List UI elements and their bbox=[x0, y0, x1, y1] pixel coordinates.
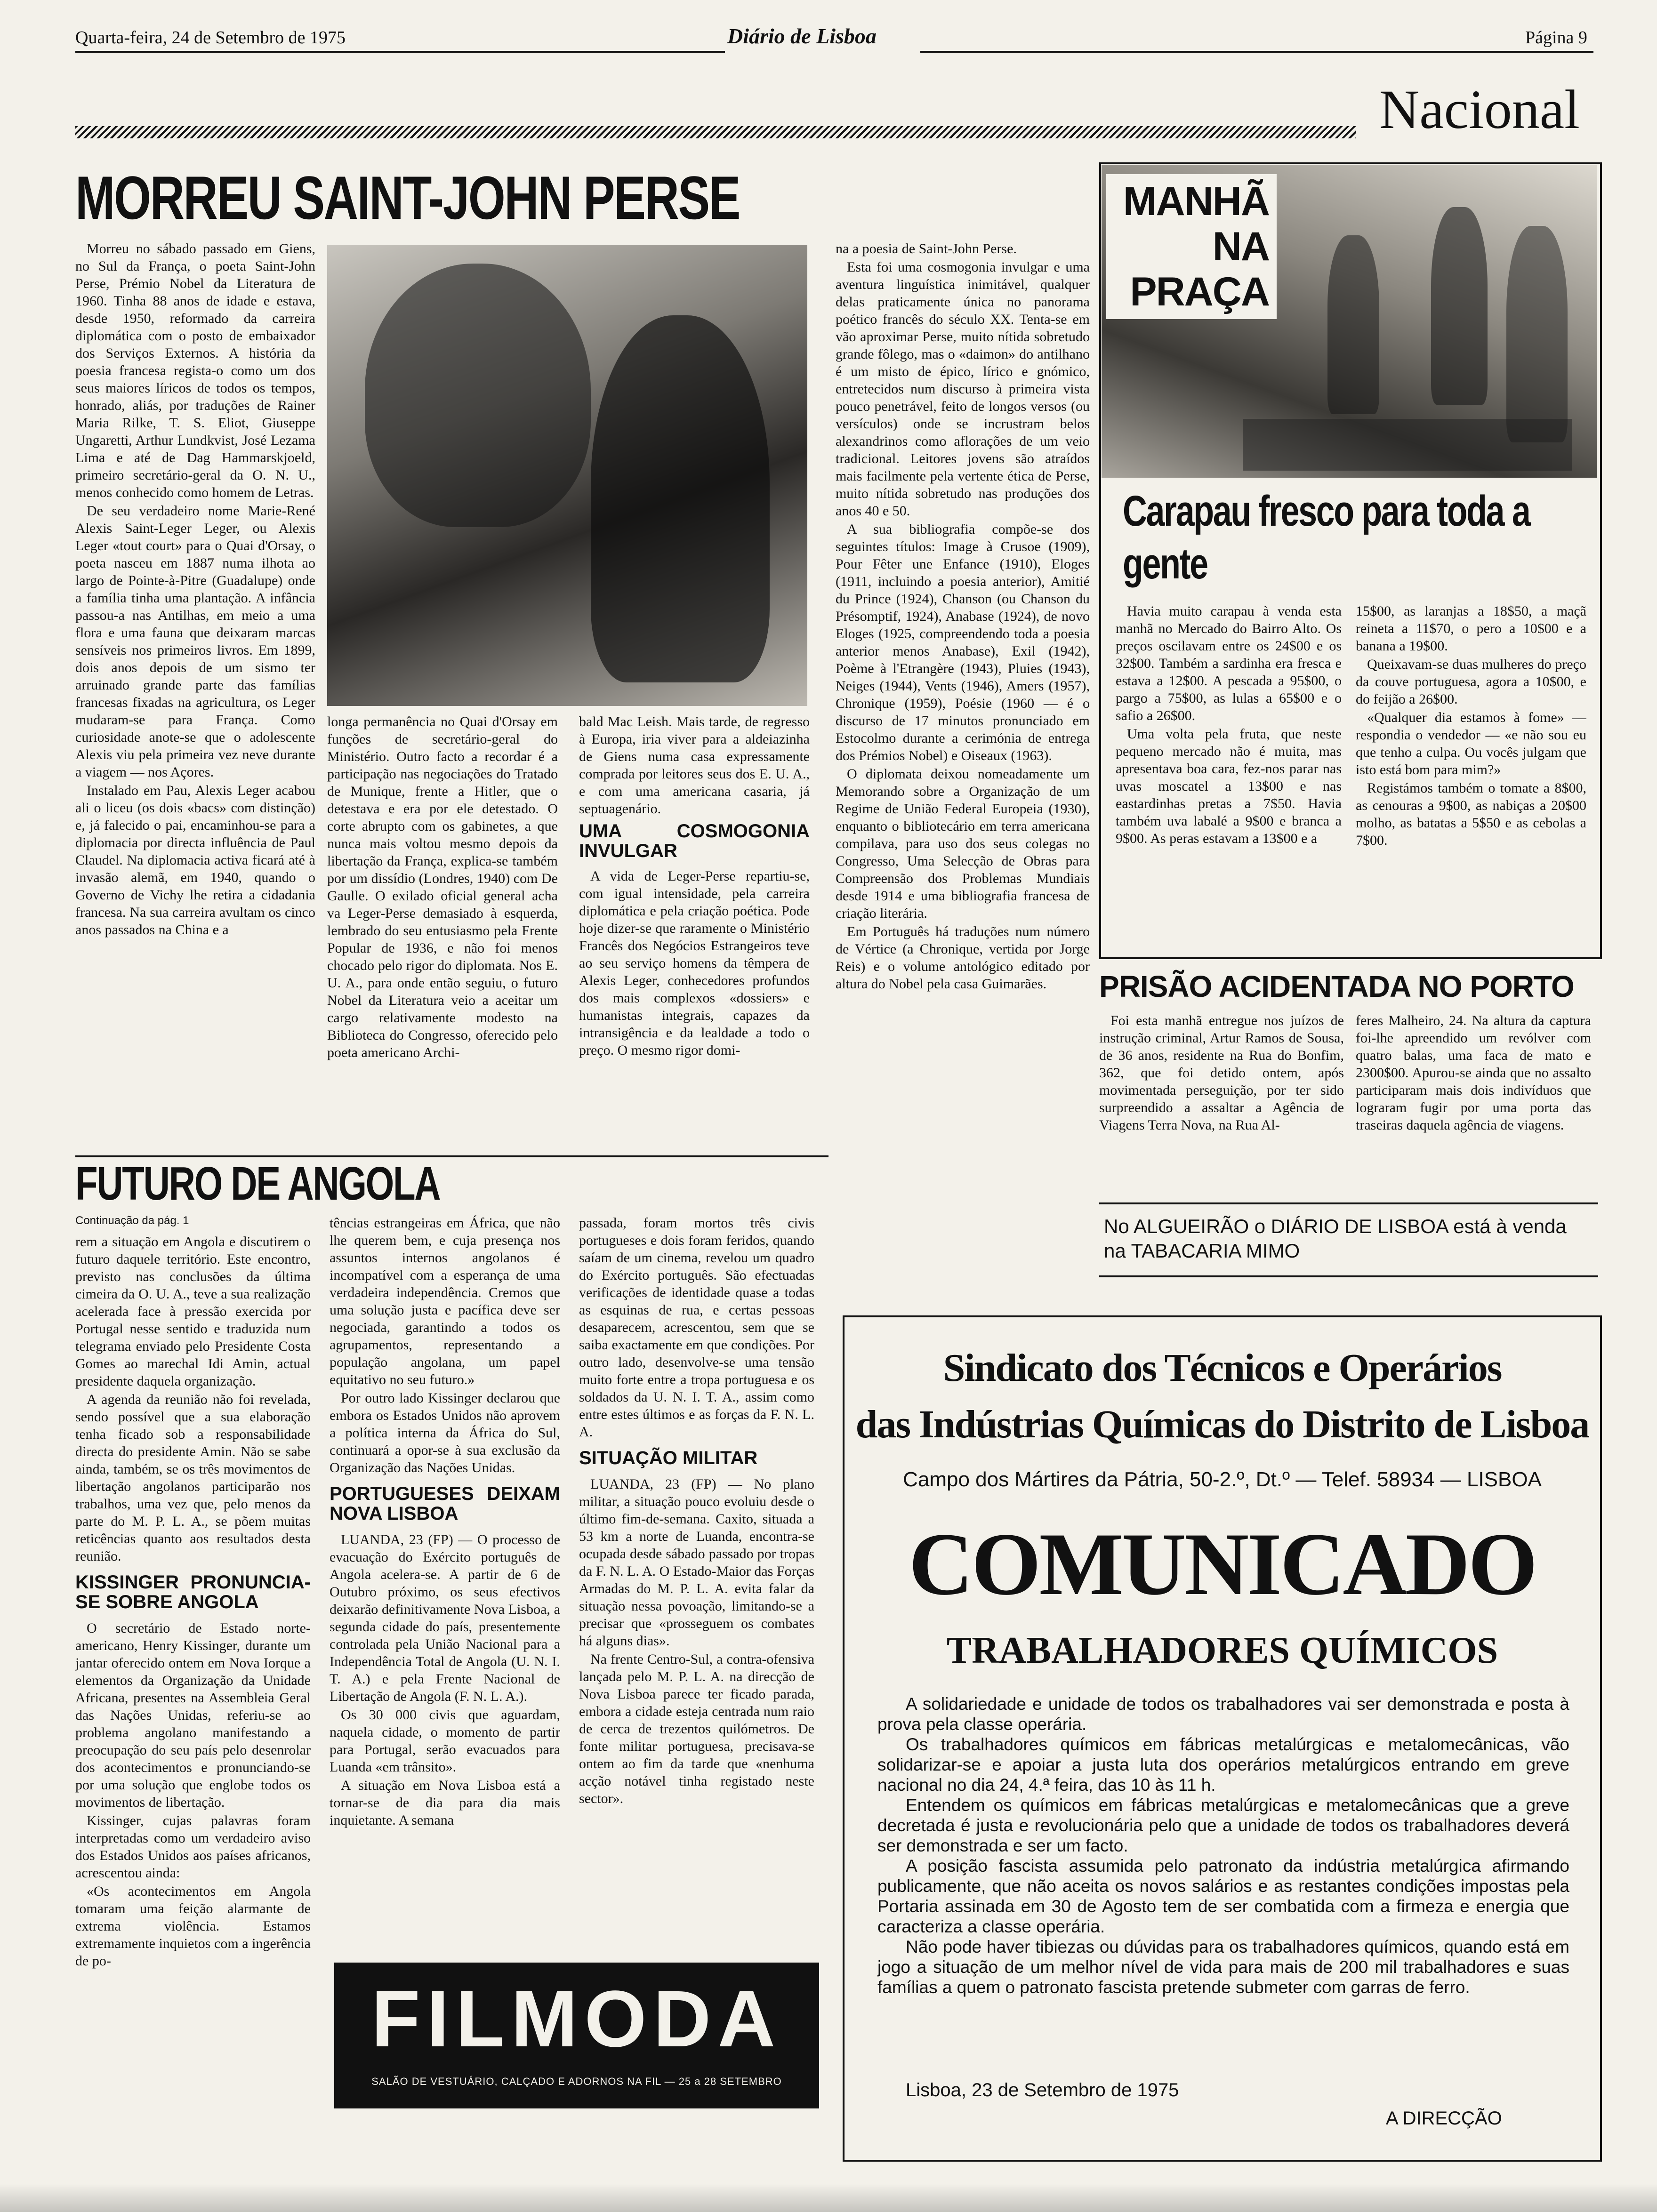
carapau-paragraph: Havia muito carapau à venda esta manhã no Mercado do Bairro Alto. Os preços oscilavam entre os 24$00 e os 32$00. Também a sardinha era fresca e estava a 12$00. A pescada a 95$00, o pargo a 75$00, as lulas a 65$00 e o safio a 26$00. bbox=[1116, 603, 1342, 723]
perse-headline: MORREU SAINT-JOHN PERSE bbox=[75, 163, 740, 232]
perse-paragraph: A sua bibliografia compõe-se dos seguintes títulos: Image à Crusoe (1909), Pour Fêter une Enfance (1910), Eloges (1911, incluindo a poesia anterior), Amitié du Prince (1924), Chanson (ou Chanson du Présomptif, 1924), Anabase (1924), de novo Eloges (1925, compreendendo toda a poesia anterior menos Anabase), Exil (1942), Poème à l'Etrangère (1943), Pluies (1943), Neiges (1944), Vents (1946), Amers (1957), Chronique (1959), Poésie (1960 — é o discurso de 17 minutos pronunciado em Estocolmo durante a cerimónia de entrega dos Prémios Nobel) e Oiseaux (1963). bbox=[836, 521, 1090, 763]
sindicato-title-line2: das Indústrias Químicas do Distrito de Lisboa bbox=[855, 1403, 1589, 1446]
masthead-rule-right bbox=[920, 51, 1593, 53]
perse-paragraph: Morreu no sábado passado em Giens, no Sul da França, o poeta Saint-John Perse, Prémio Nobel da Literatura de 1960. Tinha 88 anos de idade e estava, desde 1950, reformado da carreira diplomática com o posto de embaixador dos Serviços Externos. A história da poesia francesa regista-o como um dos seus maiores líricos de todos os tempos, honrado, aliás, por traduções de Rainer Maria Rilke, T. S. Eliot, Giuseppe Ungaretti, Arthur Lundkvist, José Lezama Lima e até de Dag Hammarskjoeld, primeiro secretário-geral da O. N. U., menos conhecido como homem de Letras. bbox=[75, 241, 315, 500]
carapau-paragraph: 15$00, as laranjas a 18$50, a maçã reineta a 11$70, o pero a 10$00 e a banana a 19$00. bbox=[1356, 603, 1586, 654]
angola-column-2 bbox=[330, 1214, 560, 1948]
comunicado-signature: A DIRECÇÃO bbox=[1386, 2108, 1502, 2129]
comunicado-headline: COMUNICADO bbox=[909, 1515, 1536, 1614]
angola-subhead-portugueses: PORTUGUESES DEIXAM NOVA LISBOA bbox=[330, 1483, 560, 1524]
comunicado-paragraph: Os trabalhadores químicos em fábricas metalúrgicas e metalomecânicas, vão solidarizar-se e apoiar a justa luta dos operários metalúrgicos entrando em greve nacional no dia 24, 4.ª feira, das 10 às 11 h. bbox=[877, 1735, 1569, 1795]
angola-paragraph: O secretário de Estado norte-americano, Henry Kissinger, durante um jantar oferecido ontem em Nova Iorque a elementos da Organização da Unidade Africana, presentes na Assembleia Geral das Nações Unidas, referiu-se ao problema angolano manifestando a preocupação do seu país pelo desenrolar dos acontecimentos e pronunciando-se por uma solução que englobe todos os movimentos de libertação. bbox=[75, 1620, 311, 1810]
comunicado-paragraph: A solidariedade e unidade de todos os trabalhadores vai ser demonstrada e posta à prova pela classe operária. bbox=[877, 1694, 1569, 1734]
angola-paragraph: tências estrangeiras em África, que não lhe querem bem, e cuja presença nos assuntos internos angolanos é incompatível com a esperança de uma verdadeira independência. Cremos que uma solução justa e pacífica deve ser negociada, garantindo a todos os agrupamentos, representando a população angolana, um papel equitativo no seu futuro.» bbox=[330, 1215, 560, 1387]
perse-paragraph: O diplomata deixou nomeadamente um Memorando sobre a Organização de um Regime de União Federal Europeia (1930), enquanto o bibliotecário em terra americana compilava, para uso dos seus colegas no Congresso, Uma Selecção de Obras para Compreensão dos Problemas Mundiais desde 1914 e uma bibliografia francesa de criação literária. bbox=[836, 766, 1090, 921]
comunicado-dateline: Lisboa, 23 de Setembro de 1975 bbox=[906, 2080, 1179, 2100]
perse-paragraph: Em Português há traduções num número de Vértice (a Chronique, vertida por Jorge Reis) e o volume antológico editado por altura do Nobel pela casa Guimarães. bbox=[836, 924, 1090, 992]
photo-figure bbox=[1327, 235, 1379, 414]
angola-paragraph: A agenda da reunião não foi revelada, sendo possível que a sua elaboração tenha ficado sob a responsabilidade directa do presidente Amin. Não se sabe ainda, também, se os três movimentos de libertação angolanos participarão nos trabalhos, uma vez que, pelo menos da parte do M. P. L. A., se põem muitas reticências quanto aos resultados desta reunião. bbox=[75, 1392, 311, 1564]
comunicado-body bbox=[877, 1694, 1569, 2070]
perse-paragraph: Instalado em Pau, Alexis Leger acabou ali o liceu (os dois «bacs» com distinção) e, já falecido o pai, encaminhou-se para a diplomacia por directa influência de Paul Claudel. Na diplomacia activa ficará até à invasão alemã, em 1940, quando o Governo de Vichy lhe retira a cidadania francesa. Na sua carreira avultam os cinco anos passados na China e a bbox=[75, 783, 315, 938]
angola-paragraph: Kissinger, cujas palavras foram interpretadas como um verdadeiro aviso dos Estados Unidos aos países africanos, acrescentou ainda: bbox=[75, 1813, 311, 1881]
perse-column-4 bbox=[836, 240, 1090, 1294]
notice-algueirao: No ALGUEIRÃO o DIÁRIO DE LISBOA está à venda na TABACARIA MIMO bbox=[1104, 1215, 1567, 1262]
perse-column-2 bbox=[327, 713, 558, 1212]
prisao-headline: PRISÃO ACIDENTADA NO PORTO bbox=[1099, 970, 1574, 1003]
photo-figure-right bbox=[591, 315, 770, 682]
angola-subhead-kissinger: KISSINGER PRONUNCIA-SE SOBRE ANGOLA bbox=[75, 1572, 311, 1612]
angola-paragraph: A situação em Nova Lisboa está a tornar-se de dia para dia mais inquietante. A semana bbox=[330, 1778, 560, 1828]
comunicado-paragraph: Entendem os químicos em fábricas metalúrgicas e metalomecânicas que a greve decretada é justa e revolucionária pelo que a unidade de todos os trabalhadores deverá ser demonstrada e ser um facto. bbox=[877, 1795, 1569, 1855]
page-bottom-edge bbox=[0, 2184, 1657, 2212]
sindicato-ad bbox=[843, 1315, 1602, 2162]
angola-paragraph: «Os acontecimentos em Angola tomaram uma feição alarmante de extrema violência. Estamos extremamente inquietos com a ingerência de po- bbox=[75, 1883, 311, 1969]
photo-figure bbox=[1506, 226, 1568, 442]
market-photo-caption: MANHÃ NA PRAÇA bbox=[1106, 174, 1277, 319]
angola-paragraph: Os 30 000 civis que aguardam, naquela cidade, o momento de partir para Portugal, serão evacuados para Luanda «em trânsito». bbox=[330, 1707, 560, 1775]
notice-rule-top bbox=[1099, 1202, 1598, 1204]
section-title: Nacional bbox=[1379, 79, 1580, 140]
angola-paragraph: Na frente Centro-Sul, a contra-ofensiva lançada pelo M. P. L. A. na direcção de Nova Lisboa parece ter ficado parada, embora a cidade esteja centrada num raio de cerca de trezentos quilómetros. De fonte militar portuguesa, precisava-se ontem ao fim da tarde que «nenhuma acção notável tinha registado neste sector». bbox=[579, 1651, 814, 1806]
angola-column-3 bbox=[579, 1214, 814, 1948]
comunicado-paragraph: Não pode haver tibiezas ou dúvidas para os trabalhadores químicos, quando está em jogo a situação de um melhor nível de vida para mais de 200 mil trabalhadores e suas famílias a quem o patronato fascista pretende submeter com garras de ferro. bbox=[877, 1937, 1569, 1997]
angola-paragraph: LUANDA, 23 (FP) — O processo de evacuação do Exército português de Angola acelera-se. A partir de 6 de Outubro próximo, os seus efectivos deixarão definitivamente Nova Lisboa, a segunda cidade do país, presentemente controlada pela União Nacional para a Independência Total de Angola (U. N. I. T. A.) e pela Frente Nacional de Libertação de Angola (F. N. L. A.). bbox=[330, 1532, 560, 1704]
perse-subhead-cosmogonia: UMA COSMOGONIA INVULGAR bbox=[579, 821, 810, 861]
page-number: Página 9 bbox=[1525, 28, 1587, 48]
comunicado-paragraph: A posição fascista assumida pelo patronato da indústria metalúrgica afirmando publicamente, que não aceita os novos salários e as restantes condições impostas pela Portaria assinada em 30 de Agosto tem de ser combatida com a firmeza e energia que caracteriza a classe operária. bbox=[877, 1856, 1569, 1936]
issue-date: Quarta-feira, 24 de Setembro de 1975 bbox=[75, 28, 346, 48]
perse-paragraph: bald Mac Leish. Mais tarde, de regresso à Europa, iria viver para a aldeiazinha de Giens numa casa expressamente comprada por leitores seus dos E. U. A., e com uma americana casaria, já septuagenário. bbox=[579, 714, 810, 817]
angola-subhead-militar: SITUAÇÃO MILITAR bbox=[579, 1448, 758, 1468]
perse-paragraph: longa permanência no Quai d'Orsay em funções de secretário-geral do Ministério. Outro facto a recordar é a participação nas negociações do Tratado de Munique, frente a Hitler, que o detestava e era por ele detestado. O corte abrupto com os gabinetes, a que nunca mais voltou mesmo depois da libertação da França, explica-se também por um dissídio (Londres, 1940) com De Gaulle. O exilado oficial general acha va Leger-Perse demasiado à esquerda, lembrado do seu entusiasmo pela Frente Popular de 1936, e não foi menos chocado pelo rigor do diplomata. Nos E. U. A., para onde então seguiu, o futuro Nobel da Literatura veio a aceitar um cargo relativamente modesto na Biblioteca do Congresso, oferecido pelo poeta americano Archi- bbox=[327, 714, 558, 1060]
angola-paragraph: LUANDA, 23 (FP) — No plano militar, a situação pouco evoluiu desde o último fim-de-semana. Caxito, situada a 53 km a norte de Luanda, encontra-se ocupada desde sábado passado por tropas da F. N. L. A. O Estado-Maior das Forças Armadas do M. P. L. A. evita falar da situação nessa povoação, limitando-se a precisar que «prosseguem os combates há alguns dias». bbox=[579, 1476, 814, 1649]
filmoda-logo: FILMODA bbox=[371, 1974, 782, 2064]
perse-portrait-photo bbox=[327, 245, 807, 706]
perse-column-1 bbox=[75, 240, 315, 1210]
section-hatch-bar bbox=[75, 126, 1356, 138]
angola-paragraph: rem a situação em Angola e discutirem o futuro daquele território. Este encontro, previsto nas conclusões da última cimeira da O. U. A., teve a sua realização acelerada face à pressão exercida por Portugal nesse sentido e traduzida num telegrama enviado pelo Presidente Costa Gomes ao marechal Idi Amin, actual presidente daquela organização. bbox=[75, 1234, 311, 1389]
newspaper-name: Diário de Lisboa bbox=[727, 24, 877, 48]
filmoda-tagline: SALÃO DE VESTUÁRIO, CALÇADO E ADORNOS NA FIL — 25 a 28 SETEMBRO bbox=[371, 2076, 782, 2087]
angola-headline: FUTURO DE ANGOLA bbox=[75, 1157, 440, 1210]
masthead-rule-left bbox=[75, 51, 725, 53]
photo-market-stall bbox=[1243, 419, 1572, 471]
prisao-paragraph: feres Malheiro, 24. Na altura da captura foi-lhe apreendido um revólver com quatro balas, uma faca de mato e 2300$00. Apurou-se ainda que no assalto participaram mais dois indivíduos que lograram fugir por uma porta das traseiras daquela agência de viagens. bbox=[1356, 1013, 1591, 1133]
carapau-paragraph: Registámos também o tomate a 8$00, as cenouras a 9$00, as nabiças a 20$00 molho, as batatas a 5$50 e as cebolas a 7$00. bbox=[1356, 780, 1586, 848]
carapau-paragraph: Queixavam-se duas mulheres do preço da couve portuguesa, agora a 10$00, e do feijão a 26$00. bbox=[1356, 657, 1586, 707]
carapau-paragraph: Uma volta pela fruta, que neste pequeno mercado não é muita, mas apresentava boa cara, fez-nos parar nas uvas moscatel a 13$00 e nas eastardinhas pretas a 7$50. Havia também uva labalé a 9$00 e branca a 9$00. As peras estavam a 13$00 e a bbox=[1116, 726, 1342, 846]
photo-figure bbox=[1431, 207, 1488, 405]
filmoda-ad bbox=[334, 1963, 819, 2108]
angola-column-1 bbox=[75, 1233, 311, 2188]
carapau-paragraph: «Qualquer dia estamos à fome» — respondia o vendedor — «e não sou eu que tenho a culpa. Ou vocês julgam que isto está bom para mim?» bbox=[1356, 710, 1586, 777]
perse-paragraph: A vida de Leger-Perse repartiu-se, com igual intensidade, pela carreira diplomática e pela criação poética. Pode hoje dizer-se que raramente o Ministério Francês dos Negócios Estrangeiros teve ao seu serviço homens da têmpera de Alexis Leger, conhecedores profundos dos mais complexos «dossiers» e humanistas integrais, capazes da intransigência e da lealdade a todo o preço. O mesmo rigor domi- bbox=[579, 868, 810, 1058]
carapau-column-2 bbox=[1356, 602, 1586, 932]
carapau-headline: Carapau fresco para toda a gente bbox=[1123, 487, 1530, 588]
angola-paragraph: passada, foram mortos três civis portugueses e dois foram feridos, quando saíam de um cinema, revelou um quadro do Exército português. São efectuadas verificações de identidade quase a todas as esquinas de rua, e certas pessoas desaparecem, acrescentou, sem que se saiba exactamente em que condições. Por outro lado, desenvolve-se uma tensão muito forte entre a tropa portuguesa e os soldados da U. N. I. T. A., assim como entre estes últimos e as forças da F. N. L. A. bbox=[579, 1215, 814, 1440]
angola-paragraph: Por outro lado Kissinger declarou que embora os Estados Unidos não aprovem a política interna da África do Sul, continuará a opor-se à sua exclusão da Organização das Nações Unidas. bbox=[330, 1390, 560, 1475]
comunicado-subheadline: TRABALHADORES QUÍMICOS bbox=[946, 1630, 1498, 1671]
photo-figure-left bbox=[365, 264, 591, 527]
perse-column-3 bbox=[579, 713, 810, 1212]
perse-paragraph: Esta foi uma cosmogonia invulgar e uma aventura linguística inimitável, qualquer delas praticamente única no panorama poético francês do século XX. Tenta-se em vão aproximar Perse, muito nítida sobretudo grande fôlego, mas o «daimon» do antilhano é um misto de épico, lírico e gnómico, entretecidos num discurso à primeira vista pouco penetrável, feito de longos versos (ou versículos) onde se incrustram belos alexandrinos como aflorações de um veio tradicional. Leitores jovens são atraídos mais facilmente pela vertente ética de Perse, muito nítida sobretudo nas produções dos anos 40 e 50. bbox=[836, 259, 1090, 519]
perse-paragraph: na a poesia de Saint-John Perse. bbox=[836, 241, 1017, 256]
prisao-column-2 bbox=[1356, 1012, 1591, 1200]
prisao-column-1 bbox=[1099, 1012, 1344, 1200]
carapau-column-1 bbox=[1116, 602, 1342, 932]
perse-paragraph: De seu verdadeiro nome Marie-René Alexis Saint-Leger Leger, ou Alexis Leger «tout court» para o Quai d'Orsay, o poeta nasceu em 1887 numa ilhota ao largo de Pointe-à-Pitre (Guadalupe) onde a família tinha uma plantação. A infância passou-a nas Antilhas, em meio a uma flora e uma fauna que deixaram marcas sensíveis nos primeiros livros. Em 1899, dois anos depois de um sismo ter arruinado grande parte das famílias francesas fixadas na agricultura, os Leger mudaram-se para França. Como curiosidade anote-se que o adolescente Alexis viu pela primeira vez neve durante a viagem — nos Açores. bbox=[75, 503, 315, 780]
notice-rule-bottom bbox=[1099, 1275, 1598, 1277]
angola-continuation-note: Continuação da pág. 1 bbox=[75, 1214, 189, 1227]
sindicato-title-line1: Sindicato dos Técnicos e Operários bbox=[943, 1346, 1502, 1390]
sindicato-address: Campo dos Mártires da Pátria, 50-2.º, Dt.º — Telef. 58934 — LISBOA bbox=[903, 1468, 1542, 1491]
prisao-paragraph: Foi esta manhã entregue nos juízos de instrução criminal, Artur Ramos de Sousa, de 36 anos, residente na Rua do Bonfim, 362, que foi detido ontem, após movimentada perseguição, por ter sido surpreendido a assaltar a Agência de Viagens Terra Nova, na Rua Al- bbox=[1099, 1013, 1344, 1133]
